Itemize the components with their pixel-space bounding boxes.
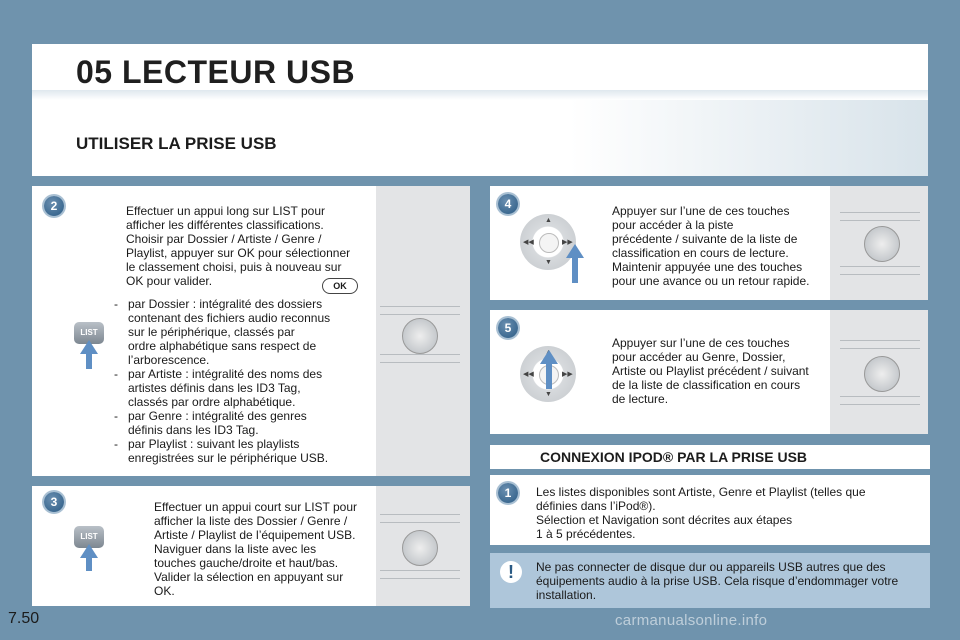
text-line: Playlist, appuyer sur OK pour sélectionner [126, 246, 351, 260]
step-5-text [612, 336, 809, 406]
text-line: Naviguer dans la liste avec les [154, 542, 317, 556]
text-line: afficher les différentes classifications. [126, 218, 324, 232]
step-1-text [536, 485, 866, 541]
text-line: contenant des fichiers audio reconnus [128, 311, 331, 325]
text-line: OK pour valider. [126, 274, 213, 288]
text-line: classification en cours de lecture. [612, 246, 789, 260]
text-line: sur le périphérique, classés par [128, 325, 295, 339]
text-line: - par Artiste : intégralité des noms des [128, 367, 323, 381]
text-line: équipements audio à la prise USB. Cela risque d’endommager votre [536, 574, 899, 588]
step-5-panel [490, 310, 928, 434]
text-line: Maintenir appuyée une des touches [612, 260, 803, 274]
classification-list [112, 297, 330, 465]
step-badge: 4 [498, 194, 518, 214]
step-2-intro [126, 204, 350, 288]
text-line: le classement choisi, puis à nouveau sur [126, 260, 342, 274]
text-line: 1 à 5 précédentes. [536, 527, 636, 541]
step-1-panel [490, 475, 930, 545]
text-line: de la liste de classification en cours [612, 378, 801, 392]
text-line: Choisir par Dossier / Artiste / Genre / [126, 232, 322, 246]
step-2-panel [32, 186, 470, 476]
text-line: Effectuer un appui long sur LIST pour [126, 204, 326, 218]
arrow-up-icon [566, 244, 584, 258]
warning-text [536, 560, 898, 602]
connexion-title: CONNEXION IPOD® PAR LA PRISE USB [540, 449, 808, 465]
page-number: 7.50 [8, 610, 40, 627]
dpad-icon: ▲ ▼ ◀◀ ▶▶ [520, 346, 576, 402]
list-item [112, 437, 330, 465]
text-line: classés par ordre alphabétique. [128, 395, 296, 409]
text-line: Sélection et Navigation sont décrites aux étapes [536, 513, 793, 527]
text-line: pour accéder à la piste [612, 218, 734, 232]
arrow-up-icon [540, 350, 558, 364]
text-line: installation. [536, 588, 597, 602]
list-item [112, 409, 330, 437]
text-line: - par Dossier : intégralité des dossiers [128, 297, 323, 311]
step-3-text [154, 500, 357, 598]
step-badge: 5 [498, 318, 518, 338]
text-line: définies dans l’iPod®). [536, 499, 656, 513]
console-icon [380, 510, 460, 586]
console-icon [380, 300, 460, 370]
watermark: carmanualsonline.info [615, 612, 768, 629]
text-line: artistes définis dans les ID3 Tag, [128, 381, 301, 395]
warning-icon: ! [500, 561, 522, 583]
list-item [112, 297, 330, 367]
text-line: Les listes disponibles sont Artiste, Genre et Playlist (telles que [536, 485, 866, 499]
section-header [32, 100, 928, 176]
text-line: pour accéder au Genre, Dossier, [612, 350, 786, 364]
text-line: Ne pas connecter de disque dur ou appareils USB autres que des [536, 560, 886, 574]
connexion-header [490, 445, 930, 469]
text-line: Appuyer sur l’une de ces touches [612, 204, 790, 218]
text-line: définis dans les ID3 Tag. [128, 423, 259, 437]
text-line: Valider la sélection en appuyant sur [154, 570, 344, 584]
text-line: enregistrées sur le périphérique USB. [128, 451, 329, 465]
text-line: afficher la liste des Dossier / Genre / [154, 514, 348, 528]
arrow-up-icon [80, 340, 98, 354]
text-line: OK. [154, 584, 175, 598]
text-line: touches gauche/droite et haut/bas. [154, 556, 339, 570]
text-line: précédente / suivante de la liste de [612, 232, 798, 246]
text-line: Artiste / Playlist de l’équipement USB. [154, 528, 356, 542]
step-badge: 3 [44, 492, 64, 512]
step-badge: 1 [498, 483, 518, 503]
step-4-text [612, 204, 809, 288]
section-title: UTILISER LA PRISE USB [76, 134, 277, 153]
list-button-icon: LIST [74, 526, 104, 548]
text-line: l’arborescence. [128, 353, 210, 367]
list-button-icon: LIST [74, 322, 104, 344]
step-badge: 2 [44, 196, 64, 216]
text-line: - par Playlist : suivant les playlists [128, 437, 300, 451]
step-4-panel [490, 186, 928, 300]
dpad-icon: ▲ ▼ ◀◀ ▶▶ [520, 214, 576, 270]
step-3-panel [32, 486, 470, 606]
header-band [32, 90, 928, 100]
text-line: Appuyer sur l’une de ces touches [612, 336, 790, 350]
ok-button-icon: OK [322, 278, 358, 294]
text-line: Effectuer un appui court sur LIST pour [154, 500, 358, 514]
text-line: de lecture. [612, 392, 669, 406]
page-title: 05 LECTEUR USB [76, 54, 356, 90]
text-line: Artiste ou Playlist précédent / suivant [612, 364, 809, 378]
warning-box [490, 553, 930, 608]
text-line: pour une avance ou un retour rapide. [612, 274, 810, 288]
list-item [112, 367, 330, 409]
console-icon [840, 208, 920, 280]
arrow-up-icon [80, 544, 98, 558]
header-bar [32, 44, 928, 100]
text-line: ordre alphabétique sans respect de [128, 339, 317, 353]
console-icon [840, 336, 920, 410]
text-line: - par Genre : intégralité des genres [128, 409, 307, 423]
